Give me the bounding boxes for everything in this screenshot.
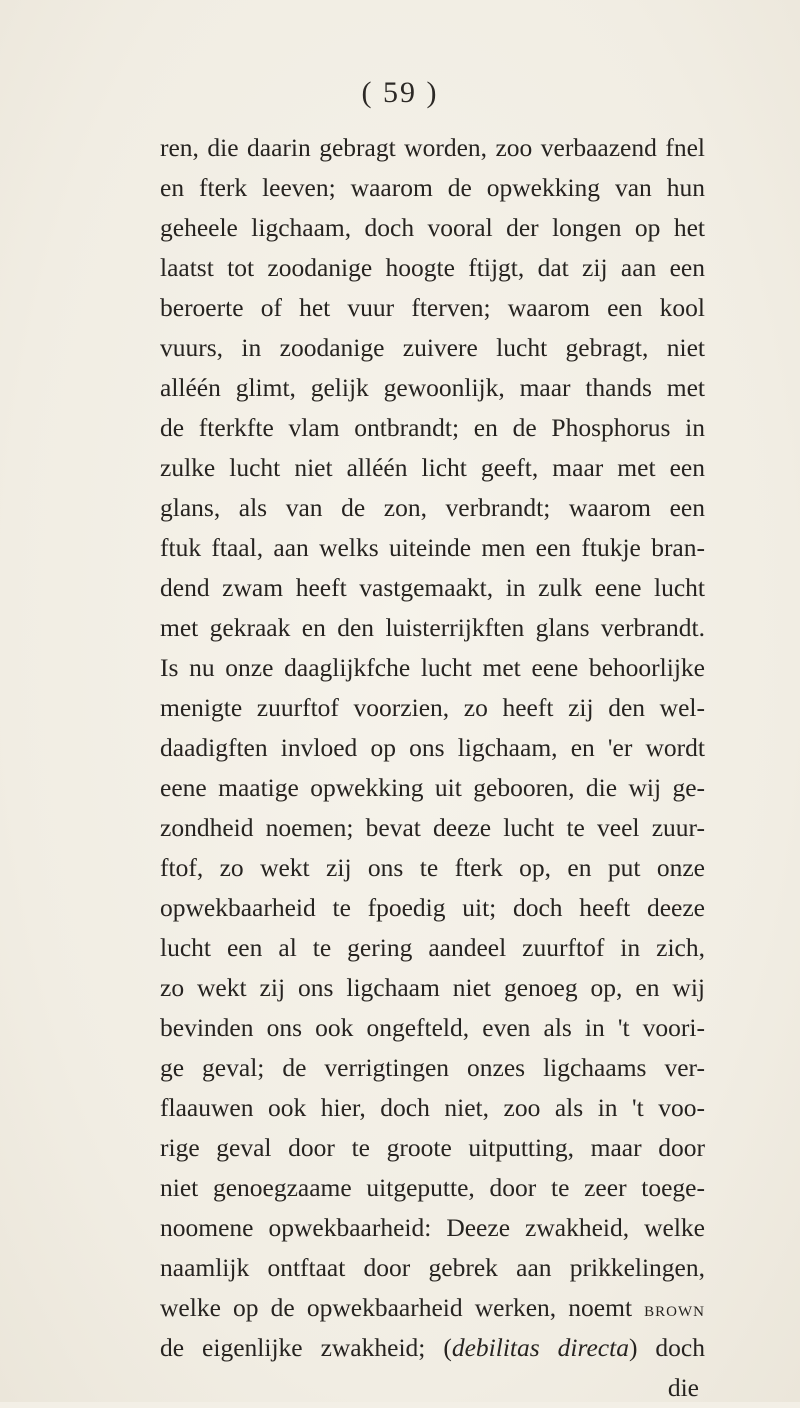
text-line: bevinden ons ook ongefteld, even als in 't voori-: [160, 1013, 705, 1042]
text-line: laatst tot zoodanige hoogte ftijgt, dat zij aan een: [160, 253, 705, 282]
text-line: met gekraak en den luisterrijkften glans verbrandt.: [160, 613, 705, 642]
text-line: glans, als van de zon, verbrandt; waarom een: [160, 493, 705, 522]
text-line: alléén glimt, gelijk gewoonlijk, maar thands met: [160, 373, 705, 402]
text-line: de fterkfte vlam ontbrandt; en de Phosphorus in: [160, 413, 705, 442]
text-line: Is nu onze daaglijkfche lucht met eene behoorlijke: [160, 653, 705, 682]
catchword: die: [667, 1373, 699, 1402]
latin-term: debilitas directa: [451, 1333, 629, 1362]
text-line: daadigften invloed op ons ligchaam, en 'er wordt: [160, 733, 705, 762]
text-line: flaauwen ook hier, doch niet, zoo als in 't voo-: [160, 1093, 705, 1122]
text-line: noomene opwekbaarheid: Deeze zwakheid, welke: [160, 1213, 705, 1242]
page-number: ( 59 ): [361, 76, 439, 109]
text-line: dend zwam heeft vastgemaakt, in zulk eene lucht: [160, 573, 705, 602]
text-line: en fterk leeven; waarom de opwekking van hun: [160, 173, 705, 202]
body-text: [160, 128, 705, 1408]
text-line: zo wekt zij ons ligchaam niet genoeg op, en wij: [160, 973, 705, 1002]
text-line: menigte zuurftof voorzien, zo heeft zij den wel-: [160, 693, 705, 722]
text-line: vuurs, in zoodanige zuivere lucht gebragt, niet: [160, 333, 705, 362]
text-line: [160, 1328, 705, 1368]
text-line: ge geval; de verrigtingen onzes ligchaams ver-: [160, 1053, 705, 1082]
text-line: ren, die daarin gebragt worden, zoo verbaazend fnel: [160, 133, 705, 162]
text-line: ftuk ftaal, aan welks uiteinde men een ftukje bran-: [160, 533, 705, 562]
text-line: ftof, zo wekt zij ons te fterk op, en put onze: [160, 853, 705, 882]
text-line-part: welke op de opwekbaarheid werken, noemt: [160, 1293, 645, 1322]
text-line: zulke lucht niet alléén licht geeft, maar met een: [160, 453, 705, 482]
text-line: opwekbaarheid te fpoedig uit; doch heeft deeze: [160, 893, 705, 922]
text-line: lucht een al te gering aandeel zuurftof in zich,: [160, 933, 705, 962]
author-name: brown: [644, 1296, 705, 1321]
text-line: naamlijk ontftaat door gebrek aan prikkelingen,: [160, 1253, 705, 1282]
text-line: [160, 1288, 705, 1328]
text-line-part: ) doch: [628, 1333, 705, 1362]
text-line: eene maatige opwekking uit gebooren, die wij ge-: [160, 773, 705, 802]
text-line: niet genoegzaame uitgeputte, door te zeer toege-: [160, 1173, 705, 1202]
text-line: rige geval door te groote uitputting, maar door: [160, 1133, 705, 1162]
text-line: beroerte of het vuur fterven; waarom een kool: [160, 293, 705, 322]
text-line: geheele ligchaam, doch vooral der longen op het: [160, 213, 705, 242]
text-line-part: de eigenlijke zwakheid; (: [160, 1333, 452, 1362]
text-line: zondheid noemen; bevat deeze lucht te veel zuur-: [160, 813, 705, 842]
